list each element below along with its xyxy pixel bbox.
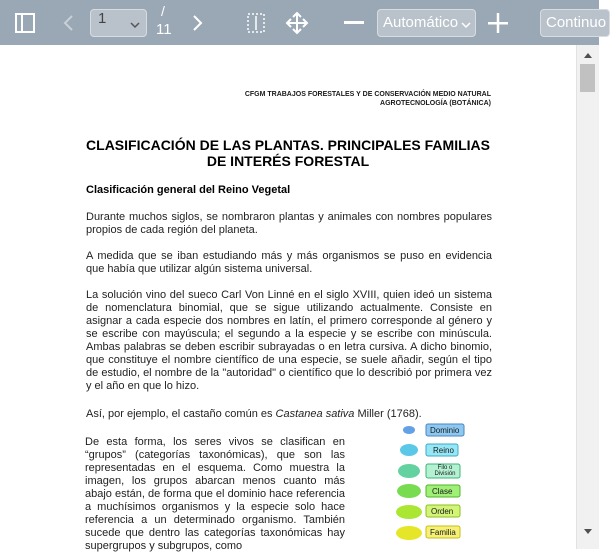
title-line-2: DE INTERÉS FORESTAL	[206, 153, 370, 169]
hand-move-icon[interactable]	[284, 10, 310, 36]
zoom-in-icon[interactable]	[486, 11, 510, 35]
page-total-count: 11	[156, 21, 172, 38]
diagram-label-clase: Clase	[432, 487, 453, 496]
page-stepper-icon[interactable]	[130, 17, 140, 27]
scroll-up-arrow-icon[interactable]	[584, 53, 592, 58]
diagram-label-filo: Filo o División	[434, 465, 456, 477]
diagram-label-orden: Orden	[431, 507, 454, 516]
next-page-icon[interactable]	[188, 12, 208, 34]
scroll-down-arrow-icon[interactable]	[584, 529, 592, 534]
diagram-label-reino: Reino	[433, 446, 454, 455]
vertical-scrollbar[interactable]	[576, 45, 599, 549]
taxonomy-diagram	[395, 423, 475, 549]
pdf-toolbar	[0, 0, 607, 45]
text-selection-icon[interactable]	[244, 11, 268, 35]
p4-text-after: Miller (1768).	[354, 408, 422, 420]
p4-text-before: Así, por ejemplo, el castaño común es	[86, 408, 276, 420]
document-header-line1: CFGM TRABAJOS FORESTALES Y DE CONSERVACIÓN MEDIO NATURAL	[244, 91, 491, 98]
previous-page-icon[interactable]	[58, 12, 78, 34]
title-line-1: CLASIFICACIÓN DE LAS PLANTAS. PRINCIPALES FAMILIAS	[86, 137, 490, 153]
diagram-label-dominio: Dominio	[430, 426, 460, 435]
paragraph-2: A medida que se iban estudiando más y más organismos se puso en evidencia que había que utilizar algún sistema universal.	[86, 250, 492, 275]
document-page	[5, 50, 573, 552]
paragraph-1: Durante muchos siglos, se nombraron plantas y animales con nombres populares propios de cada región del planeta.	[86, 211, 492, 236]
scroll-mode-select[interactable]: Continuo	[540, 9, 610, 37]
diagram-label-familia: Familia	[430, 528, 456, 537]
paragraph-5: De esta forma, los seres vivos se clasifican en “grupos” (categorías taxonómicas), que son las representadas en el esquema. Como muestra la imagen, los grupos abarcan menos cuanto más abajo están, de forma que el dominio hace referencia a muchísimos organismos y la especie solo hace referencia a un determinado organismo. También sucede que dentro las categorías taxonómicas hay supergrupos y subgrupos, como	[85, 436, 345, 552]
zoom-select[interactable]: Automático	[377, 9, 476, 37]
document-title	[65, 137, 511, 169]
scientific-name: Castanea sativa	[275, 408, 355, 420]
page-number-input[interactable]: 1	[90, 9, 147, 37]
chevron-down-icon[interactable]	[461, 17, 471, 35]
scroll-thumb[interactable]	[580, 64, 595, 92]
zoom-out-icon[interactable]	[342, 12, 366, 34]
section-title: Clasificación general del Reino Vegetal	[86, 184, 291, 196]
paragraph-3: La solución vino del sueco Carl Von Linné en el siglo XVIII, quien ideó un sistema de nomenclatura binomial, que se sigue utilizando actualmente. Consiste en asignar a cada especie dos nombres en latín, el primero corresponde al género y se escribe con mayúscula; el segundo a la especie y se escribe con minúscula. Ambas palabras se deben escribir subrayadas o en letra cursiva. A dicho binomio, que constituye el nombre científico de una especie, se suele añadir, según el tipo de estudio, el nombre de la "autoridad" o científico que lo describió por primera vez y el año en que lo hizo.	[86, 289, 492, 392]
page-separator: /	[161, 3, 165, 19]
document-header-line2: AGROTECNOLOGÍA (BOTÁNICA)	[380, 100, 491, 107]
sidebar-toggle-icon[interactable]	[12, 10, 38, 36]
paragraph-4	[86, 408, 492, 421]
document-viewer[interactable]	[0, 45, 599, 552]
